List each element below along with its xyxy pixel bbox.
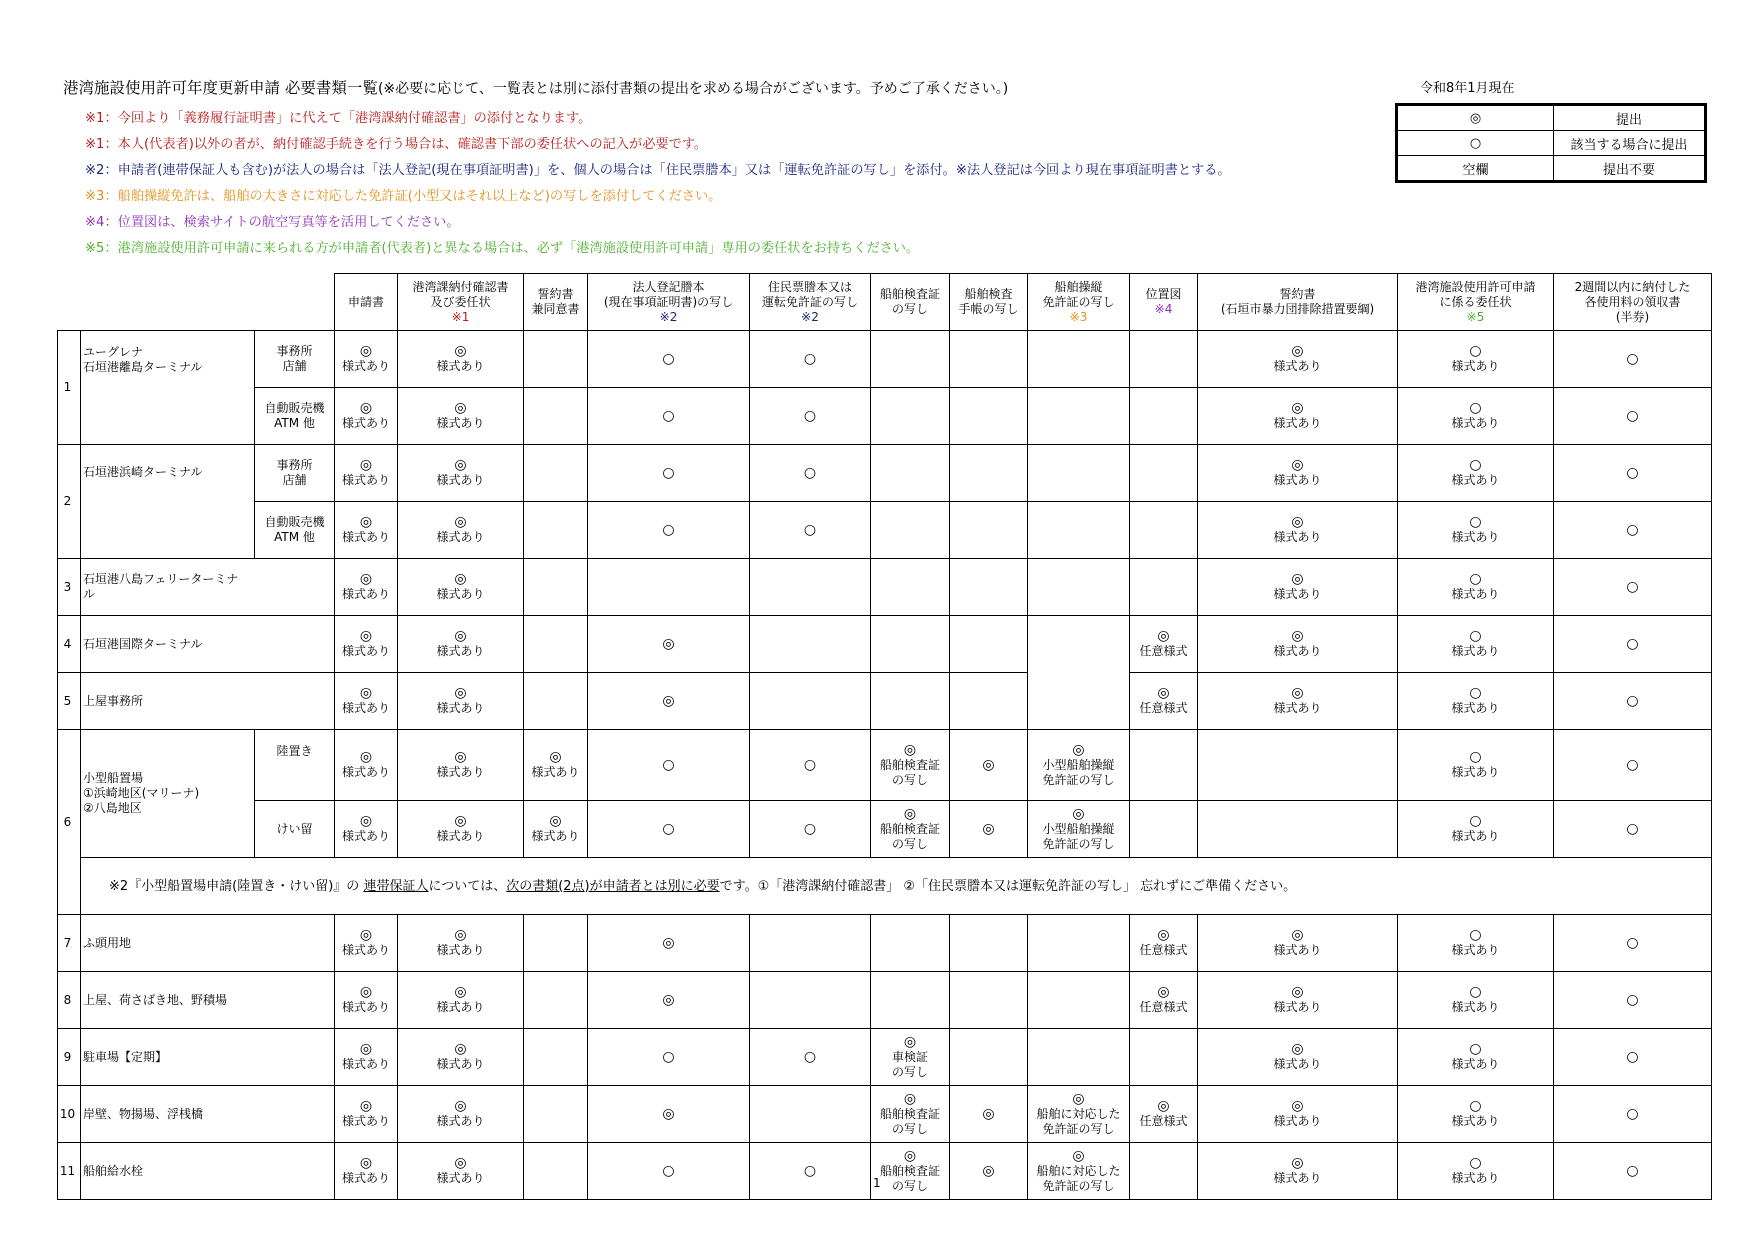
col-ship-inspection-book: 船舶検査 手帳の写し — [950, 274, 1028, 331]
legend-label: 提出不要 — [1554, 156, 1706, 182]
req-cell: ○ — [750, 388, 871, 445]
req-cell: ◎ 小型船舶操縦 免許証の写し — [1028, 730, 1130, 801]
req-cell: ○ — [1554, 1143, 1712, 1200]
req-cell: ○ 様式あり — [1398, 1029, 1554, 1086]
req-cell — [750, 1086, 871, 1143]
req-cell: ○ 様式あり — [1398, 801, 1554, 858]
table-row — [58, 730, 1712, 801]
req-cell — [750, 616, 871, 673]
col-resident-certificate: 住民票謄本又は 運転免許証の写し ※2 — [750, 274, 871, 331]
req-cell — [524, 972, 588, 1029]
req-cell: ◎ 様式あり — [398, 616, 524, 673]
req-cell — [950, 972, 1028, 1029]
req-cell — [871, 502, 950, 559]
req-cell — [950, 673, 1028, 730]
req-cell: ◎ 様式あり — [1198, 972, 1398, 1029]
req-cell: ◎ 様式あり — [398, 331, 524, 388]
req-cell: ◎ — [950, 730, 1028, 801]
req-cell: ○ 様式あり — [1398, 673, 1554, 730]
req-cell — [1130, 559, 1198, 616]
req-cell: ○ — [1554, 972, 1712, 1029]
usage-type: 自動販売機 ATM 他 — [255, 502, 335, 559]
req-cell: ◎ 様式あり — [398, 730, 524, 801]
req-cell: ◎ 様式あり — [335, 673, 398, 730]
req-cell: ○ 様式あり — [1398, 915, 1554, 972]
page-title: 港湾施設使用許可年度更新申請 必要書類一覧(※必要に応じて、一覧表とは別に添付書類の提出を求める場合がございます。予めご了承ください。) — [63, 79, 1009, 97]
row-number: 5 — [58, 673, 81, 730]
req-cell: ○ — [1554, 801, 1712, 858]
req-cell: ◎ 船舶検査証 の写し — [871, 730, 950, 801]
req-cell: ◎ 様式あり — [335, 1143, 398, 1200]
req-cell — [524, 559, 588, 616]
req-cell — [524, 1086, 588, 1143]
req-cell: ◎ 様式あり — [1198, 1086, 1398, 1143]
req-cell: ◎ 様式あり — [335, 1029, 398, 1086]
table-row — [58, 673, 1712, 730]
req-cell: ◎ 様式あり — [1198, 502, 1398, 559]
req-cell: ◎ 車検証 の写し — [871, 1029, 950, 1086]
table-row — [58, 1086, 1712, 1143]
req-cell: ◎ 様式あり — [1198, 1029, 1398, 1086]
facility-name: ふ頭用地 — [81, 915, 335, 972]
req-cell — [524, 331, 588, 388]
req-cell: ○ — [1554, 331, 1712, 388]
req-cell — [524, 673, 588, 730]
req-cell: ◎ 様式あり — [524, 801, 588, 858]
req-cell: ○ — [588, 331, 750, 388]
legend-symbol: ◎ — [1397, 105, 1554, 131]
table-row — [58, 559, 1712, 616]
req-cell — [1028, 972, 1130, 1029]
req-cell: ◎ 様式あり — [398, 673, 524, 730]
req-cell: ○ — [1554, 1086, 1712, 1143]
req-cell: ○ 様式あり — [1398, 445, 1554, 502]
req-cell: ○ 様式あり — [1398, 502, 1554, 559]
facility-name: 石垣港国際ターミナル — [81, 616, 335, 673]
req-cell — [1130, 1029, 1198, 1086]
req-cell: ◎ 様式あり — [335, 445, 398, 502]
facility-name: 石垣港浜崎ターミナル — [81, 445, 255, 559]
req-cell — [1198, 801, 1398, 858]
req-cell — [1028, 559, 1130, 616]
facility-name: ユーグレナ 石垣港離島ターミナル — [81, 331, 255, 445]
usage-type: 事務所 店舗 — [255, 331, 335, 388]
req-cell — [871, 616, 950, 673]
table-row — [58, 915, 1712, 972]
col-pledge-consent: 誓約書 兼同意書 — [524, 274, 588, 331]
req-cell: ◎ 小型船舶操縦 免許証の写し — [1028, 801, 1130, 858]
req-cell — [1028, 445, 1130, 502]
req-cell: ◎ — [588, 915, 750, 972]
legend-table — [1395, 103, 1707, 183]
req-cell — [871, 331, 950, 388]
req-cell: ◎ 様式あり — [335, 1086, 398, 1143]
req-cell: ○ — [750, 331, 871, 388]
req-cell: ◎ 様式あり — [398, 915, 524, 972]
req-cell: ○ — [588, 502, 750, 559]
req-cell: ◎ 様式あり — [398, 502, 524, 559]
req-cell — [750, 972, 871, 1029]
facility-name: 小型船置場 ①浜崎地区(マリーナ) ②八島地区 — [81, 730, 255, 858]
req-cell — [1130, 502, 1198, 559]
req-cell — [1130, 801, 1198, 858]
req-cell — [1028, 1029, 1130, 1086]
row-number: 4 — [58, 616, 81, 673]
col-payment-confirmation: 港湾課納付確認書 及び委任状 ※1 — [398, 274, 524, 331]
req-cell: ◎ 様式あり — [398, 1086, 524, 1143]
req-cell: ○ — [750, 502, 871, 559]
req-cell: ◎ 様式あり — [398, 1143, 524, 1200]
guarantor-note-row — [58, 858, 1712, 915]
title-note: (※必要に応じて、一覧表とは別に添付書類の提出を求める場合がございます。予めご了承ください。) — [377, 81, 1009, 97]
row-number: 10 — [58, 1086, 81, 1143]
req-cell: ○ — [1554, 673, 1712, 730]
req-cell — [750, 673, 871, 730]
facility-name: 上屋事務所 — [81, 673, 335, 730]
table-row — [58, 801, 1712, 858]
header-row — [58, 274, 1712, 331]
req-cell: ◎ 様式あり — [335, 972, 398, 1029]
req-cell: ○ — [750, 1143, 871, 1200]
req-cell: ◎ 様式あり — [335, 616, 398, 673]
table-row — [58, 502, 1712, 559]
req-cell — [1028, 331, 1130, 388]
req-cell — [524, 445, 588, 502]
req-cell: ◎ 様式あり — [335, 331, 398, 388]
row-number: 8 — [58, 972, 81, 1029]
req-cell: ○ 様式あり — [1398, 559, 1554, 616]
req-cell: ◎ — [588, 616, 750, 673]
req-cell: ◎ 様式あり — [335, 502, 398, 559]
req-cell — [871, 673, 950, 730]
note-5: ※4：位置図は、検索サイトの航空写真等を活用してください。 — [85, 215, 460, 230]
row-number: 9 — [58, 1029, 81, 1086]
req-cell: ◎ 任意様式 — [1130, 616, 1198, 673]
row-number: 6 — [58, 730, 81, 915]
req-cell — [950, 1029, 1028, 1086]
req-cell: ○ 様式あり — [1398, 616, 1554, 673]
req-cell — [750, 915, 871, 972]
as-of-date: 令和8年1月現在 — [1420, 81, 1515, 96]
req-cell: ○ — [1554, 1029, 1712, 1086]
req-cell — [524, 1143, 588, 1200]
req-cell — [1028, 388, 1130, 445]
requirements-table — [57, 273, 1712, 1200]
req-cell — [950, 502, 1028, 559]
req-cell: ◎ 様式あり — [398, 801, 524, 858]
req-cell — [524, 388, 588, 445]
facility-name: 船舶給水栓 — [81, 1143, 335, 1200]
req-cell: ◎ 任意様式 — [1130, 673, 1198, 730]
req-cell: ○ — [1554, 502, 1712, 559]
usage-type: 事務所 店舗 — [255, 445, 335, 502]
req-cell: ◎ 任意様式 — [1130, 972, 1198, 1029]
req-cell: ◎ 様式あり — [335, 801, 398, 858]
req-cell — [950, 616, 1028, 673]
req-cell: ◎ 様式あり — [1198, 673, 1398, 730]
req-cell — [1130, 1143, 1198, 1200]
req-cell: ◎ 様式あり — [335, 730, 398, 801]
req-cell: ◎ 様式あり — [524, 730, 588, 801]
req-cell: ○ — [588, 445, 750, 502]
col-anti-gang-pledge: 誓約書 (石垣市暴力団排除措置要綱) — [1198, 274, 1398, 331]
req-cell — [1198, 730, 1398, 801]
req-cell: ◎ — [950, 1086, 1028, 1143]
req-cell: ◎ 船舶に対応した 免許証の写し — [1028, 1086, 1130, 1143]
note-6: ※5：港湾施設使用許可申請に来られる方が申請者(代表者)と異なる場合は、必ず「港湾施設使用許可申請」専用の委任状をお持ちください。 — [85, 241, 920, 256]
col-corporate-registry: 法人登記謄本 (現在事項証明書)の写し ※2 — [588, 274, 750, 331]
req-cell: ○ 様式あり — [1398, 388, 1554, 445]
req-cell: ◎ — [588, 972, 750, 1029]
req-cell — [1028, 502, 1130, 559]
req-cell: ◎ — [950, 1143, 1028, 1200]
note-3: ※2：申請者(連帯保証人も含む)が法人の場合は「法人登記(現在事項証明書)」を、個人の場合は「住民票謄本」又は「運転免許証の写し」を添付。※法人登記は今回より現在事項証明書とする。 — [85, 163, 1231, 178]
req-cell — [524, 1029, 588, 1086]
req-cell: ○ — [588, 801, 750, 858]
table-row — [58, 616, 1712, 673]
legend-label: 提出 — [1554, 105, 1706, 131]
req-cell — [1028, 915, 1130, 972]
req-cell: ◎ 様式あり — [398, 559, 524, 616]
req-cell — [871, 915, 950, 972]
req-cell: ○ 様式あり — [1398, 1086, 1554, 1143]
req-cell — [1130, 388, 1198, 445]
req-cell: ◎ 様式あり — [398, 1029, 524, 1086]
row-number: 2 — [58, 445, 81, 559]
req-cell — [950, 559, 1028, 616]
col-ship-inspection-cert: 船舶検査証 の写し — [871, 274, 950, 331]
req-cell — [1130, 730, 1198, 801]
req-cell: ○ — [750, 445, 871, 502]
usage-type: けい留 — [255, 801, 335, 858]
facility-name: 石垣港八島フェリーターミナ ル — [81, 559, 335, 616]
req-cell: ○ — [1554, 616, 1712, 673]
table-row — [58, 972, 1712, 1029]
req-cell: ○ — [588, 388, 750, 445]
legend-label: 該当する場合に提出 — [1554, 131, 1706, 156]
req-cell: ○ 様式あり — [1398, 972, 1554, 1029]
req-cell — [950, 445, 1028, 502]
req-cell: ◎ 様式あり — [1198, 445, 1398, 502]
facility-name: 上屋、荷さばき地、野積場 — [81, 972, 335, 1029]
req-cell: ◎ 船舶検査証 の写し — [871, 1143, 950, 1200]
row-number: 1 — [58, 331, 81, 445]
req-cell: ○ 様式あり — [1398, 331, 1554, 388]
req-cell — [588, 559, 750, 616]
req-cell: ◎ 様式あり — [335, 388, 398, 445]
legend-symbol: 空欄 — [1397, 156, 1554, 182]
req-cell: ○ — [1554, 559, 1712, 616]
req-cell: ○ — [588, 1143, 750, 1200]
req-cell — [524, 502, 588, 559]
req-cell: ◎ 様式あり — [398, 445, 524, 502]
row-number: 11 — [58, 1143, 81, 1200]
req-cell — [871, 445, 950, 502]
note-1: ※1：今回より「義務履行証明書」に代えて「港湾課納付確認書」の添付となります。 — [85, 111, 592, 126]
req-cell: ◎ 様式あり — [398, 388, 524, 445]
req-cell: ○ — [750, 1029, 871, 1086]
req-cell: ○ — [588, 1029, 750, 1086]
req-cell: ○ 様式あり — [1398, 730, 1554, 801]
req-cell — [1130, 331, 1198, 388]
row-number: 7 — [58, 915, 81, 972]
col-fee-receipt: 2週間以内に納付した 各使用料の領収書 (半券) — [1554, 274, 1712, 331]
req-cell — [871, 388, 950, 445]
req-cell: ○ — [1554, 915, 1712, 972]
req-cell: ◎ 任意様式 — [1130, 1086, 1198, 1143]
req-cell — [1028, 616, 1130, 730]
note-4: ※3：船舶操縦免許は、船舶の大きさに対応した免許証(小型又はそれ以上など)の写しを添付してください。 — [85, 189, 722, 204]
req-cell: ○ — [588, 730, 750, 801]
req-cell: ◎ 様式あり — [335, 559, 398, 616]
req-cell: ◎ 様式あり — [1198, 1143, 1398, 1200]
page-number: 1 — [873, 1176, 881, 1190]
req-cell — [950, 915, 1028, 972]
req-cell: ◎ 様式あり — [1198, 559, 1398, 616]
req-cell: ◎ 船舶に対応した 免許証の写し — [1028, 1143, 1130, 1200]
col-application: 申請書 — [335, 274, 398, 331]
req-cell — [524, 616, 588, 673]
req-cell — [871, 972, 950, 1029]
req-cell: ◎ 様式あり — [1198, 616, 1398, 673]
req-cell — [1130, 445, 1198, 502]
col-boat-license: 船舶操縦 免許証の写し ※3 — [1028, 274, 1130, 331]
col-location-map: 位置図 ※4 — [1130, 274, 1198, 331]
usage-type: 陸置き — [255, 730, 335, 801]
req-cell — [871, 559, 950, 616]
req-cell: ○ — [750, 730, 871, 801]
table-row — [58, 1143, 1712, 1200]
col-power-of-attorney: 港湾施設使用許可申請 に係る委任状 ※5 — [1398, 274, 1554, 331]
req-cell: ◎ 様式あり — [398, 972, 524, 1029]
req-cell: ◎ 船舶検査証 の写し — [871, 801, 950, 858]
table-row — [58, 388, 1712, 445]
table-row — [58, 445, 1712, 502]
req-cell — [750, 559, 871, 616]
table-row — [58, 1029, 1712, 1086]
req-cell — [950, 331, 1028, 388]
note-2: ※1：本人(代表者)以外の者が、納付確認手続きを行う場合は、確認書下部の委任状への記入が必要です。 — [85, 137, 708, 152]
facility-name: 岸壁、物揚場、浮桟橋 — [81, 1086, 335, 1143]
req-cell: ◎ 船舶検査証 の写し — [871, 1086, 950, 1143]
req-cell: ○ 様式あり — [1398, 1143, 1554, 1200]
req-cell: ◎ — [950, 801, 1028, 858]
req-cell: ○ — [1554, 730, 1712, 801]
req-cell: ◎ 様式あり — [1198, 331, 1398, 388]
table-row — [58, 331, 1712, 388]
req-cell: ◎ 様式あり — [1198, 388, 1398, 445]
facility-name: 駐車場【定期】 — [81, 1029, 335, 1086]
guarantor-note: ※2『小型船置場申請(陸置き・けい留)』の 連帯保証人については、次の書類(2点)が申請者とは別に必要です。①「港湾課納付確認書」 ②「住民票謄本又は運転免許証の写し」 忘れずにご準備ください。 — [81, 858, 1712, 915]
req-cell — [524, 915, 588, 972]
req-cell: ◎ — [588, 1086, 750, 1143]
req-cell — [950, 388, 1028, 445]
req-cell: ◎ 様式あり — [1198, 915, 1398, 972]
legend-symbol: ○ — [1397, 131, 1554, 156]
req-cell: ◎ 様式あり — [335, 915, 398, 972]
usage-type: 自動販売機 ATM 他 — [255, 388, 335, 445]
req-cell: ○ — [750, 801, 871, 858]
row-number: 3 — [58, 559, 81, 616]
req-cell: ○ — [1554, 388, 1712, 445]
req-cell: ◎ — [588, 673, 750, 730]
req-cell: ○ — [1554, 445, 1712, 502]
req-cell: ◎ 任意様式 — [1130, 915, 1198, 972]
